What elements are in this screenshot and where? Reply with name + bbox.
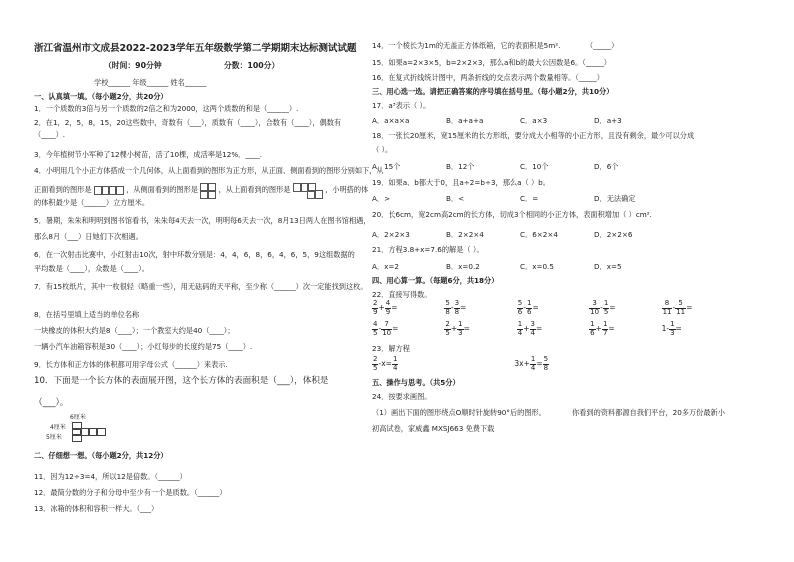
q21-option-b: B．x=0.2 — [446, 262, 480, 271]
question-3: 3．今年植树节小军种了12棵小树苗，活了10棵，成活率是12%．____. — [34, 150, 263, 159]
q21-option-d: D．x=5 — [594, 262, 622, 271]
q17-option-d: D．a+3 — [594, 116, 622, 125]
student-info: 学校______ 年级______ 姓名______ — [94, 78, 207, 87]
fraction-expr: $\frac{3}{10}$ - $\frac{1}{5}$ = — [590, 299, 616, 316]
question-17: 17．a³表示（ ）。 — [372, 101, 431, 110]
fraction-expr: $\frac{8}{11}$ - $\frac{5}{11}$ = — [662, 299, 693, 316]
q17-option-a: A．a×a×a — [372, 116, 410, 125]
question-11: 11．因为12÷3=4，所以12是倍数。（______） — [34, 472, 187, 481]
fraction-expr: $\frac{2}{9}$ + $\frac{4}{9}$ = — [373, 299, 398, 316]
q18-option-d: D．6个 — [594, 162, 619, 171]
q18-option-a: A．15个 — [372, 162, 401, 171]
question-8: 8．在括号里填上适当的单位名称 — [34, 310, 140, 319]
question-10: 10．下面是一个长方体的表面展开图，这个长方体的表面积是（___），体积是 — [34, 376, 329, 386]
question-4-line2 — [34, 183, 368, 197]
question-23: 23．解方程 — [372, 344, 410, 353]
exam-title: 浙江省温州市文成县2022-2023学年五年级数学第二学期期末达标测试试题 — [34, 43, 357, 54]
section-five-heading: 五、操作与思考。（共5分） — [372, 378, 460, 387]
question-14-answer: （_____） — [586, 41, 619, 50]
question-5: 5．暑期，朱朱和明明到图书馆看书，朱朱每4天去一次，明明每6天去一次，8月13日两人在图书馆相遇， — [34, 216, 371, 225]
fraction-expr: $\frac{1}{6}$ + $\frac{1}{7}$ = — [590, 320, 615, 337]
question-4: 4．小明用几个小正方体搭成一个几何体，从上面看到的图形为正方形，从正面、侧面看到的图形分别如下，从 — [34, 166, 384, 175]
question-18: 18．一张长20厘米，宽15厘米的长方形纸，要分成大小相等的小正方形，且没有剩余，最少可以分成 — [372, 131, 695, 140]
exam-time: （时间：90分钟 — [104, 61, 162, 70]
fraction-expr: $\frac{5}{6}$ - $\frac{1}{6}$ = — [517, 299, 539, 316]
question-1: 1．一个质数的3倍与另一个质数的2倍之和为2000，这两个质数的和是（______）. — [34, 104, 299, 113]
top-view-grid — [293, 183, 323, 197]
question-10-cont: （___）。 — [34, 398, 69, 408]
question-14: 14．一个棱长为1m的无盖正方体纸箱，它的表面积是5m². — [372, 41, 561, 50]
q4-front-label: 正面看到的图形是 — [34, 185, 92, 194]
equation-row — [372, 356, 654, 372]
fraction-expr: $\frac{2}{5}$ + $\frac{1}{3}$ = — [445, 320, 470, 337]
net-label-width: 4厘米 — [50, 424, 66, 431]
promo-text-line1: 你看到的资料都源自我们平台，20多万份最新小 — [572, 408, 725, 417]
q21-option-a: A．x=2 — [372, 262, 399, 271]
equation-2: 3x+ $\frac{1}{4}$ = $\frac{5}{8}$ — [514, 355, 549, 372]
question-15: 15．如果a=2×3×5，b=2×2×3，那么a和b的最大公因数是6。（_____） — [372, 58, 611, 67]
cuboid-net-diagram — [46, 414, 112, 444]
side-view-grid — [200, 183, 216, 197]
q19-option-c: C．= — [520, 194, 539, 203]
q19-option-b: B．< — [446, 194, 465, 203]
q20-option-c: C．6×2×4 — [520, 230, 558, 239]
question-2-cont: （____）. — [34, 130, 66, 139]
section-four-heading: 四、用心算一算。（每题6分，共18分） — [372, 276, 499, 285]
fraction-expr: $\frac{4}{5}$ - $\frac{7}{10}$ = — [373, 320, 399, 337]
front-view-grid — [94, 186, 124, 195]
q18-option-c: C．10个 — [520, 162, 549, 171]
q20-option-a: A．2×2×3 — [372, 230, 410, 239]
promo-text-line2: 初高试卷，家威鑫 MXSJ663 免费下载 — [372, 424, 495, 433]
question-8-line1: 一块橡皮的体积大约是8（____）；一个教室大约是40（____）； — [34, 326, 235, 335]
question-8-line2: 一辆小汽车油箱容积是30（____）；小红每步的长度约是75（____）. — [34, 342, 253, 351]
q19-option-a: A．> — [372, 194, 391, 203]
question-7: 7．有15枚纸片，其中一枚很轻（略重一些），用无砝码的天平称，至少称（______）次一定能找到这枚。 — [34, 282, 368, 291]
section-one-heading: 一、认真填一填。（每小题2分，共20分） — [34, 92, 168, 101]
fraction-expr: $\frac{1}{4}$ + $\frac{3}{4}$ = — [517, 320, 543, 337]
q21-option-c: C．x=0.5 — [520, 262, 554, 271]
equation-1: $\frac{2}{5}$ -x= $\frac{1}{4}$ — [373, 355, 398, 372]
fraction-expr: 1- $\frac{1}{3}$ = — [661, 320, 682, 337]
question-16: 16．在复式折线统计图中，两条折线的交点表示两个数量相等。（_____） — [372, 73, 604, 82]
question-22: 22．直接写得数。 — [372, 290, 432, 299]
q4-tail-label: ，小明搭的体 — [325, 185, 369, 194]
question-6-cont: 平均数是（____），众数是（____）。 — [34, 264, 149, 273]
question-19: 19．如果a、b都大于0，且a÷2=b÷3，那么a（ ）b。 — [372, 178, 550, 187]
question-13: 13．冰箱的体积和容积一样大。（___） — [34, 504, 159, 513]
exam-score: 分数：100分） — [224, 61, 280, 70]
question-21: 21．方程3.8+x=7.6的解是（ ）。 — [372, 245, 484, 254]
q18-option-b: B．12个 — [446, 162, 475, 171]
question-20: 20．长6cm，宽2cm高2cm的长方体，切成3个相同的小正方体，表面积增加（ ）cm². — [372, 210, 652, 219]
q17-option-c: C．a×3 — [520, 116, 548, 125]
q4-side-label: ，从侧面看到的图形是 — [126, 185, 198, 194]
q20-option-d: D．2×2×6 — [594, 230, 633, 239]
fraction-expr: $\frac{5}{8}$ - $\frac{3}{8}$ = — [445, 299, 467, 316]
q17-option-b: B．a+a+a — [446, 116, 484, 125]
fraction-row-2 — [372, 321, 732, 337]
question-24: 24．按要求画图。 — [372, 392, 432, 401]
net-label-length: 6厘米 — [70, 414, 86, 421]
question-24-part1: （1）画出下面的图形绕点O顺时针旋转90°后的图形。 — [372, 408, 546, 417]
q19-option-d: D．无法确定 — [594, 194, 636, 203]
net-label-height: 5厘米 — [46, 434, 62, 441]
question-9: 9．长方体和正方体的体积都可用字母公式（______）来表示. — [34, 360, 228, 369]
question-2: 2．在1，2，5，8，15，20这些数中，奇数有（___），质数有（____），合数有（____），偶数有 — [34, 118, 342, 127]
question-18-cont: （ ）。 — [372, 145, 393, 154]
question-6: 6．在一次射击比赛中，小红射击10次，射中环数分别是：4，4，6，8，6，4，6，5，9这组数据的 — [34, 250, 355, 259]
question-5-cont: 那么8月（___）日她们下次相遇。 — [34, 232, 143, 241]
section-three-heading: 三、用心选一选。请把正确答案的序号填在括号里。（每小题2分，共10分） — [372, 87, 614, 96]
fraction-row-1 — [372, 300, 732, 316]
q4-top-label: ，从上面看到的图形是 — [218, 185, 291, 194]
q20-option-b: B．2×2×4 — [446, 230, 484, 239]
question-12: 12．最简分数的分子和分母中至少有一个是质数。（______） — [34, 488, 227, 497]
question-4-line3: 的体积最少是（______）立方厘米。 — [34, 198, 150, 207]
section-two-heading: 二、仔细想一想。（每小题2分，共12分） — [34, 451, 168, 460]
